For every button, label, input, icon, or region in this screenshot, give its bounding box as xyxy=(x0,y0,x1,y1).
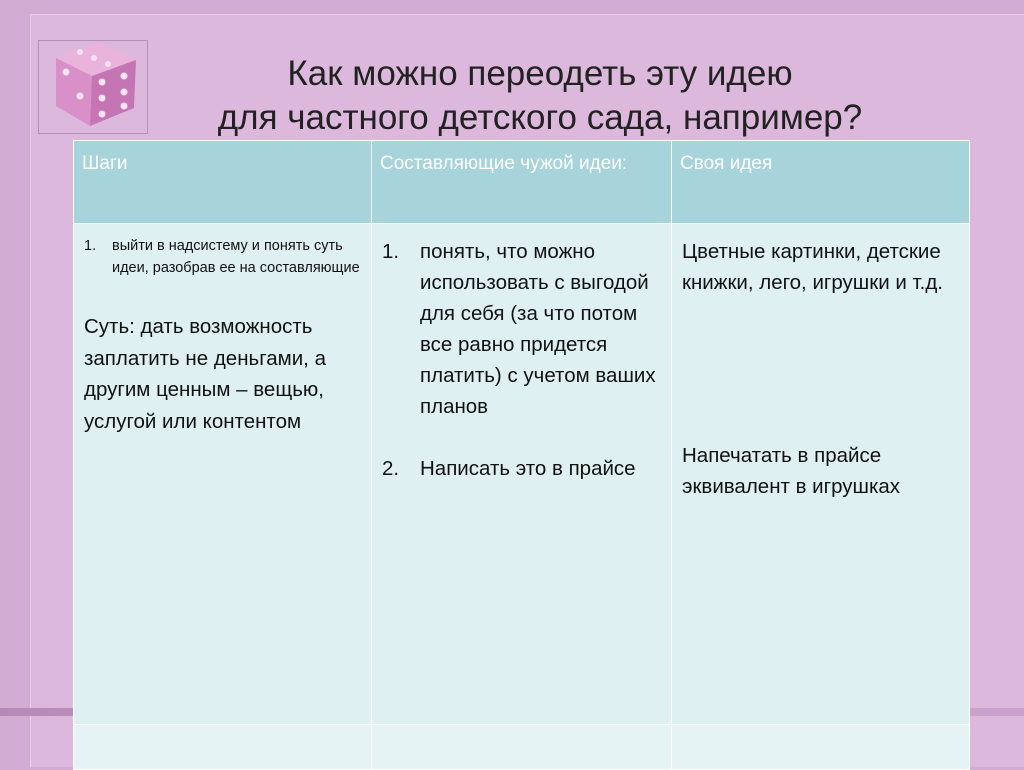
cell-own-idea xyxy=(672,224,970,725)
cell-components xyxy=(372,224,672,725)
empty-cell xyxy=(74,725,372,770)
essence-text: Суть: дать возможность заплатить не деньгами, а другим ценным – вещью, услугой или контентом xyxy=(84,315,326,433)
item-number: 1. xyxy=(382,240,400,263)
header-own-idea: Своя идея xyxy=(672,141,970,224)
item-text: Написать это в прайсе xyxy=(420,457,636,480)
ideas-table xyxy=(73,140,970,770)
frame-left-line xyxy=(30,14,31,767)
header-steps: Шаги xyxy=(74,141,372,224)
component-item-1 xyxy=(382,236,663,422)
cell-steps xyxy=(74,224,372,725)
own-idea-text-1: Цветные картинки, детские книжки, лего, игрушки и т.д. xyxy=(682,240,943,294)
empty-cell xyxy=(672,725,970,770)
step-text: выйти в надсистему и понять суть идеи, разобрав ее на составляющие xyxy=(112,238,360,276)
dice-icon xyxy=(50,36,140,128)
own-idea-text-2: Напечатать в прайсе эквивалент в игрушках xyxy=(682,444,901,498)
component-item-2 xyxy=(382,453,663,484)
item-text: понять, что можно использовать с выгодой для себя (за что потом все равно придется платить) с учетом ваших планов xyxy=(420,240,656,418)
item-number: 2. xyxy=(382,457,400,480)
frame-top-line xyxy=(30,14,1024,15)
empty-cell xyxy=(372,725,672,770)
title-line-1: Как можно переодеть эту идею xyxy=(287,54,793,93)
step-item xyxy=(84,236,363,279)
header-components: Составляющие чужой идеи: xyxy=(372,141,672,224)
title-line-2: для частного детского сада, например? xyxy=(217,98,863,137)
slide-title xyxy=(150,52,930,140)
step-number: 1. xyxy=(84,238,97,254)
